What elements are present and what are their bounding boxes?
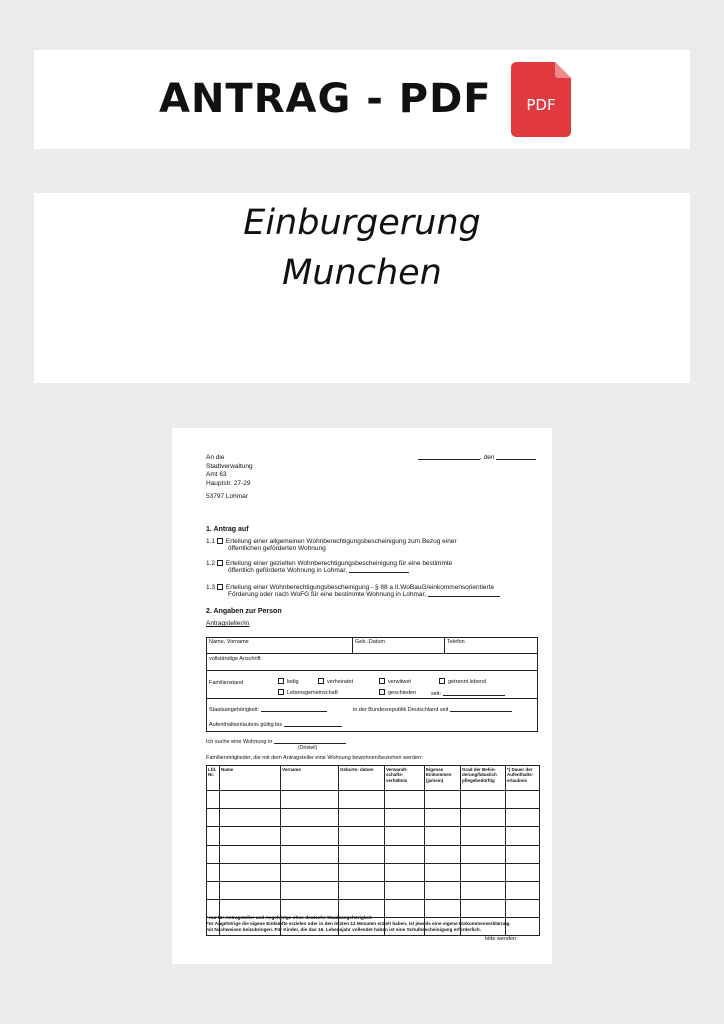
section-1-title: 1. Antrag auf (206, 526, 249, 533)
banner-title: ANTRAG - PDF (159, 76, 492, 122)
title-banner (34, 50, 690, 149)
district-field[interactable] (274, 738, 346, 744)
date-label: den (483, 454, 495, 461)
option-number: 1.3 (206, 584, 216, 591)
marital-option (379, 689, 416, 696)
permit-row (209, 721, 342, 728)
option-text: öffentlichen geförderten Wohnung (228, 545, 326, 553)
residence-since-field[interactable] (450, 706, 512, 712)
option-1-3 (206, 584, 500, 599)
option-label: verheiratet (327, 679, 353, 685)
address-field[interactable] (349, 567, 409, 573)
checkbox[interactable] (217, 538, 223, 544)
nationality-field[interactable] (261, 706, 327, 712)
option-1-1 (206, 538, 457, 553)
applicant-label: Antragsteller/in (206, 620, 250, 627)
person-frame (206, 637, 538, 732)
table-row (206, 790, 540, 791)
birthdate-field-label: Geb.-Datum (355, 639, 385, 645)
district-sublabel: (Ortsteil) (298, 745, 318, 751)
option-text: Förderung oder nach WoFG für eine bestimmte Wohnung in Lohmar, (228, 591, 427, 599)
search-label: Ich suche eine Wohnung in (206, 739, 273, 745)
address-field-label: vollständige Anschrift (209, 656, 261, 662)
option-number: 1.2 (206, 560, 216, 567)
marital-option (379, 678, 411, 685)
marital-option (278, 689, 338, 696)
option-text: Erteilung einer Wohnberechtigungsbescheinigung - § 88 a II.WoBauG/einkommensorientierte (225, 584, 495, 591)
checkbox[interactable] (318, 678, 324, 684)
section-2-title: 2. Angaben zur Person (206, 608, 282, 615)
address-line: Hauptstr. 27-29 (206, 479, 251, 487)
heading-box (34, 193, 690, 383)
option-label: geschieden (388, 690, 417, 696)
checkbox[interactable] (278, 689, 284, 695)
name-field-label: Name, Vorname (209, 639, 249, 645)
address-line: An die (206, 454, 225, 461)
pdf-file-icon (511, 62, 571, 137)
phone-field-label: Telefon (447, 639, 465, 645)
checkbox[interactable] (379, 689, 385, 695)
form-preview (172, 428, 552, 964)
table-row (206, 845, 540, 846)
marital-option (439, 678, 486, 685)
permit-field[interactable] (284, 721, 342, 727)
footnote-line: Für Angehörige die eigene Einkünfte erzielen oder in den letzten 12 Monaten erzielt haben, ist jeweils eine eigene Einkommenserklärung (206, 921, 510, 927)
divider (206, 653, 538, 654)
since-label: seit: (431, 691, 442, 697)
pdf-icon-label: PDF (526, 96, 556, 114)
turn-page-note: bitte wenden (485, 936, 517, 942)
since-field[interactable] (443, 690, 505, 696)
table-header-cell: Vorname (282, 767, 301, 772)
divider (206, 670, 538, 671)
marital-option (278, 678, 299, 685)
table-header-cell: Name (221, 767, 234, 772)
marital-status-label: Familienstand (209, 680, 244, 686)
option-text: öffentlich geförderte Wohnung in Lohmar, (228, 567, 348, 575)
date-field[interactable] (496, 454, 536, 460)
address-line: Stadtverwaltung (206, 462, 253, 470)
table-row (206, 826, 540, 827)
table-header-cell: *) Dauer der Aufenthalts- erlaubnis (507, 767, 534, 783)
footnote-line: mit Nachweisen beizubringen. Für Kinder, die das 16. Lebensjahr vollendet haben ist eine Schulbescheinigung erforderlich. (206, 927, 482, 933)
address-field[interactable] (428, 591, 500, 597)
option-label: getrennt lebend (448, 679, 487, 685)
option-number: 1.1 (206, 538, 216, 545)
table-header-cell: Verwandt- schafts- verhältnis (386, 767, 408, 783)
divider (444, 637, 445, 653)
place-field[interactable] (418, 454, 480, 460)
marital-option (318, 678, 353, 685)
checkbox[interactable] (439, 678, 445, 684)
table-header-cell: Geburts- datum (340, 767, 374, 772)
family-intro: Familienmitglieder, die mit dem Antragsteller eine Wohnung bewohnen/beziehen werden: (206, 755, 423, 761)
table-row (206, 808, 540, 809)
checkbox[interactable] (217, 560, 223, 566)
option-label: Lebensgemeinschaft (287, 690, 338, 696)
table-header-cell: Eigenes Einkommen (ja/nein) (426, 767, 452, 783)
heading-line-1: Einburgerung (243, 203, 481, 243)
table-row (206, 863, 540, 864)
table-header-cell: Lfd. Nr. (208, 767, 217, 778)
divider (352, 637, 353, 653)
table-header-cell: Grad der Behin- derung/häuslich pflegebedürftig (462, 767, 497, 783)
marital-since (431, 690, 505, 697)
footnote-line: * nur für Antragsteller und Angehörige ohne deutsche Staatsangehörigkeit (206, 915, 372, 920)
address-line: Amt 63 (206, 471, 227, 478)
heading-line-2: Munchen (282, 253, 442, 293)
nationality-label: Staatsangehörigkeit: (209, 707, 260, 713)
nationality-row (209, 706, 327, 713)
option-text: Erteilung einer gezielten Wohnberechtigungsbescheinigung für eine bestimmte (225, 560, 453, 567)
option-text: Erteilung einer allgemeinen Wohnberechtigungsbescheinigung zum Bezug einer (225, 538, 457, 545)
table-row (206, 899, 540, 900)
option-1-2 (206, 560, 452, 575)
search-row (206, 738, 346, 745)
option-label: ledig (287, 679, 299, 685)
checkbox[interactable] (379, 678, 385, 684)
divider (206, 698, 538, 699)
date-line: , den (418, 454, 536, 461)
postcode-city: 53797 Lohmar (206, 493, 248, 500)
footnote (206, 915, 510, 933)
permit-label: Aufenthaltserlaubnis gültig bis (209, 722, 283, 728)
table-row (206, 881, 540, 882)
option-label: verwitwet (388, 679, 411, 685)
checkbox[interactable] (217, 584, 223, 590)
residence-since-row (353, 706, 512, 713)
recipient-address (206, 454, 253, 488)
checkbox[interactable] (278, 678, 284, 684)
residence-since-label: in der Bundesrepublik Deutschland seit (353, 707, 449, 713)
